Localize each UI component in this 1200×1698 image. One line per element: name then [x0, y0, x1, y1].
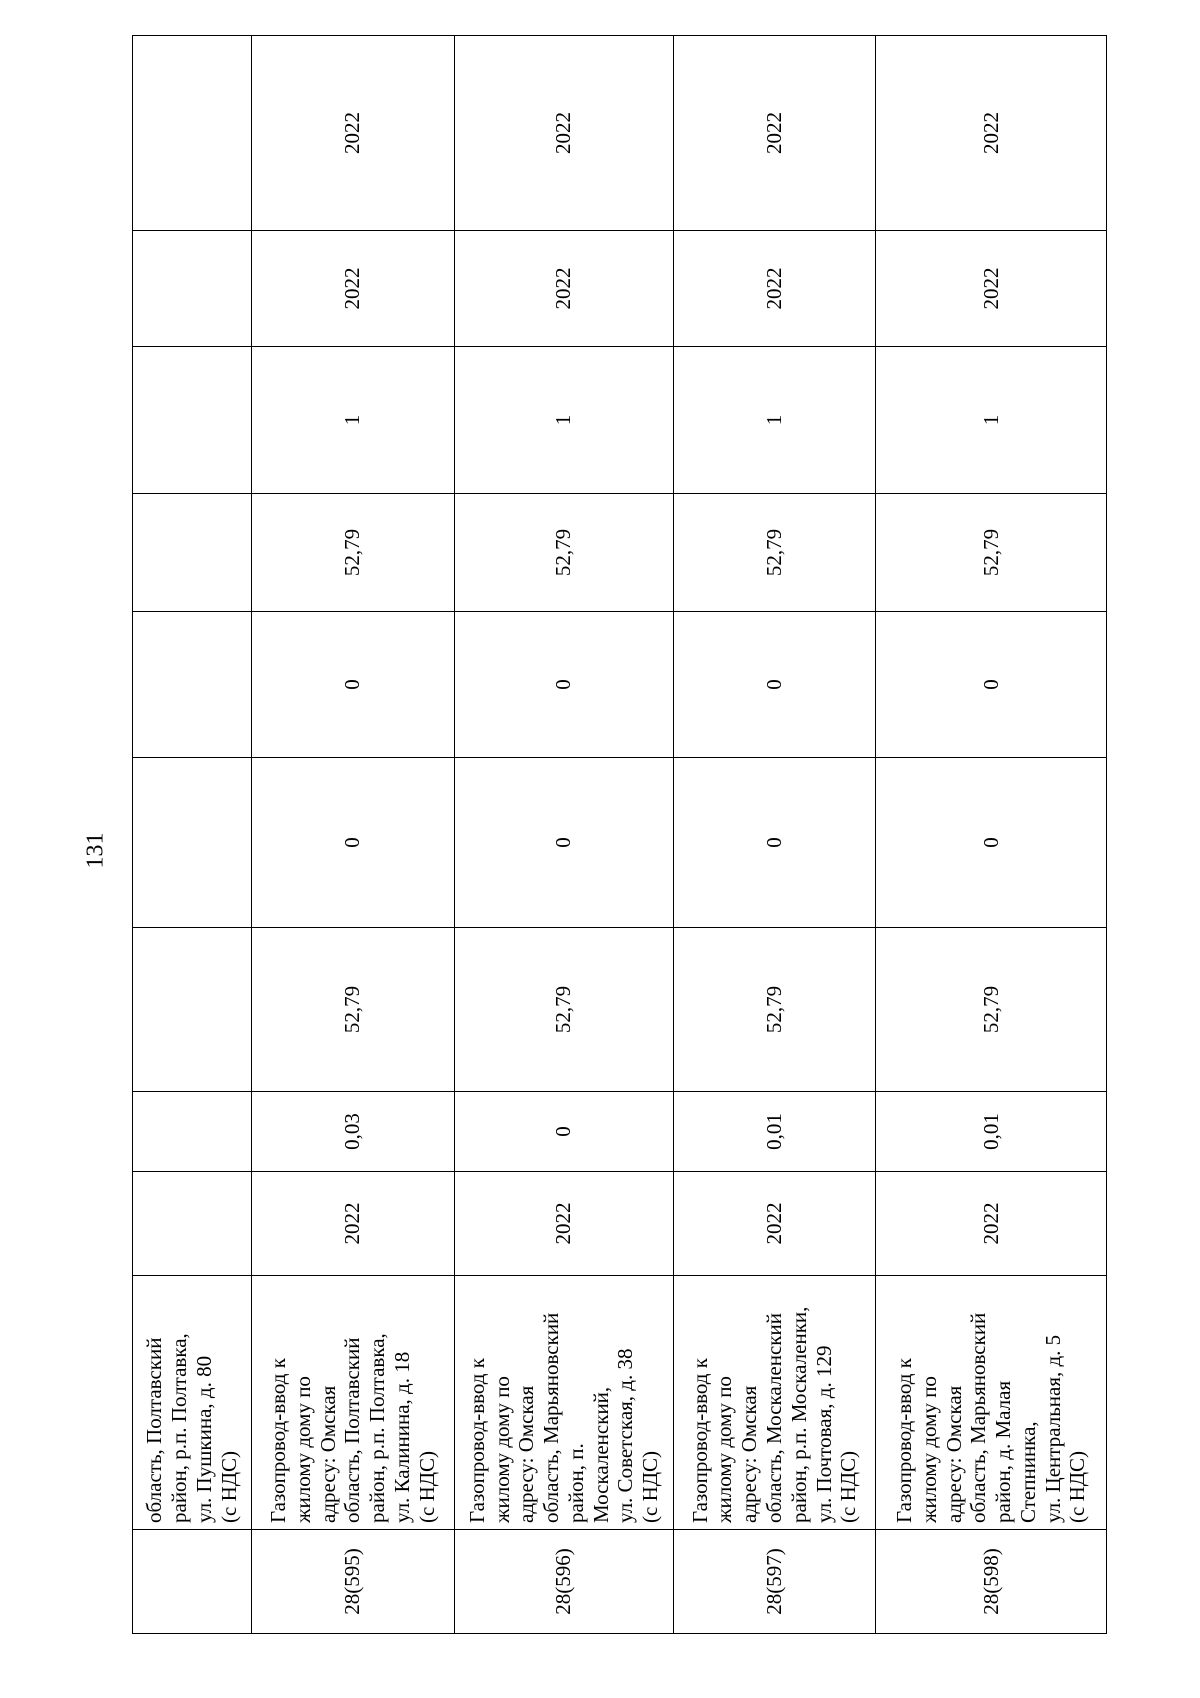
- cell-year-1: 2022: [876, 231, 1107, 347]
- cell-value-2: 52,79: [673, 928, 876, 1092]
- cell-year-1: 2022: [251, 231, 455, 347]
- cell-year-start: 2022: [876, 1172, 1107, 1276]
- cell-value-3: 0: [455, 758, 673, 928]
- cell-year-1: 2022: [673, 231, 876, 347]
- cell-value-6: 1: [673, 347, 876, 494]
- cell-empty: [133, 612, 252, 758]
- cell-id: 28(596): [455, 1530, 673, 1634]
- cell-value-3: 0: [673, 758, 876, 928]
- cell-year-start: 2022: [455, 1172, 673, 1276]
- table-row: [876, 36, 1107, 1634]
- cell-value-5: 52,79: [673, 494, 876, 612]
- page-number: [76, 820, 116, 880]
- cell-empty: [133, 758, 252, 928]
- cell-value-4: 0: [251, 612, 455, 758]
- cell-year-2: 2022: [876, 36, 1107, 231]
- cell-empty: [133, 928, 252, 1092]
- cell-value-3: 0: [251, 758, 455, 928]
- cell-value-1: 0,01: [876, 1092, 1107, 1172]
- cell-id: 28(595): [251, 1530, 455, 1634]
- cell-value-5: 52,79: [876, 494, 1107, 612]
- cell-year-2: 2022: [455, 36, 673, 231]
- cell-year-1: 2022: [455, 231, 673, 347]
- table-row: [251, 36, 455, 1634]
- cell-value-3: 0: [876, 758, 1107, 928]
- cell-empty: [133, 347, 252, 494]
- cell-address: область, Полтавский район, р.п. Полтавка, ул. Пушкина, д. 80 (с НДС): [133, 1276, 252, 1530]
- cell-id: 28(598): [876, 1530, 1107, 1634]
- cell-year-start: 2022: [251, 1172, 455, 1276]
- table-row: [673, 36, 876, 1634]
- cell-empty: [133, 1092, 252, 1172]
- cell-year-start: 2022: [673, 1172, 876, 1276]
- cell-value-6: 1: [876, 347, 1107, 494]
- cell-value-4: 0: [455, 612, 673, 758]
- cell-address: Газопровод-ввод к жилому дому по адресу: Омская область, Марьяновский район, д. Малая Степнинка, ул. Центральная, д. 5 (с НДС): [876, 1276, 1107, 1530]
- cell-empty: [133, 36, 252, 231]
- table-row: [455, 36, 673, 1634]
- cell-year-2: 2022: [251, 36, 455, 231]
- cell-value-1: 0: [455, 1092, 673, 1172]
- cell-value-1: 0,03: [251, 1092, 455, 1172]
- cell-id: [133, 1530, 252, 1634]
- cell-value-5: 52,79: [455, 494, 673, 612]
- cell-value-2: 52,79: [455, 928, 673, 1092]
- cell-value-1: 0,01: [673, 1092, 876, 1172]
- cell-value-6: 1: [455, 347, 673, 494]
- cell-empty: [133, 494, 252, 612]
- cell-id: 28(597): [673, 1530, 876, 1634]
- cell-value-4: 0: [673, 612, 876, 758]
- rotated-table: [132, 36, 1107, 1634]
- cell-address: Газопровод-ввод к жилому дому по адресу: Омская область, Марьяновский район, п. Москаленский, ул. Советская, д. 38 (с НДС): [455, 1276, 673, 1530]
- cell-empty: [133, 231, 252, 347]
- cell-value-2: 52,79: [876, 928, 1107, 1092]
- cell-value-5: 52,79: [251, 494, 455, 612]
- rotated-table-wrapper: [132, 36, 1107, 1634]
- cell-value-6: 1: [251, 347, 455, 494]
- cell-year-2: 2022: [673, 36, 876, 231]
- page-number-text: 131: [82, 832, 109, 868]
- cell-value-2: 52,79: [251, 928, 455, 1092]
- cell-empty: [133, 1172, 252, 1276]
- data-table: [132, 35, 1107, 1634]
- cell-address: Газопровод-ввод к жилому дому по адресу: Омская область, Полтавский район, р.п. Полтавка, ул. Калинина, д. 18 (с НДС): [251, 1276, 455, 1530]
- cell-address: Газопровод-ввод к жилому дому по адресу: Омская область, Москаленский район, р.п. Москаленки, ул. Почтовая, д. 129 (с НДС): [673, 1276, 876, 1530]
- cell-value-4: 0: [876, 612, 1107, 758]
- table-row-continuation: [133, 36, 252, 1634]
